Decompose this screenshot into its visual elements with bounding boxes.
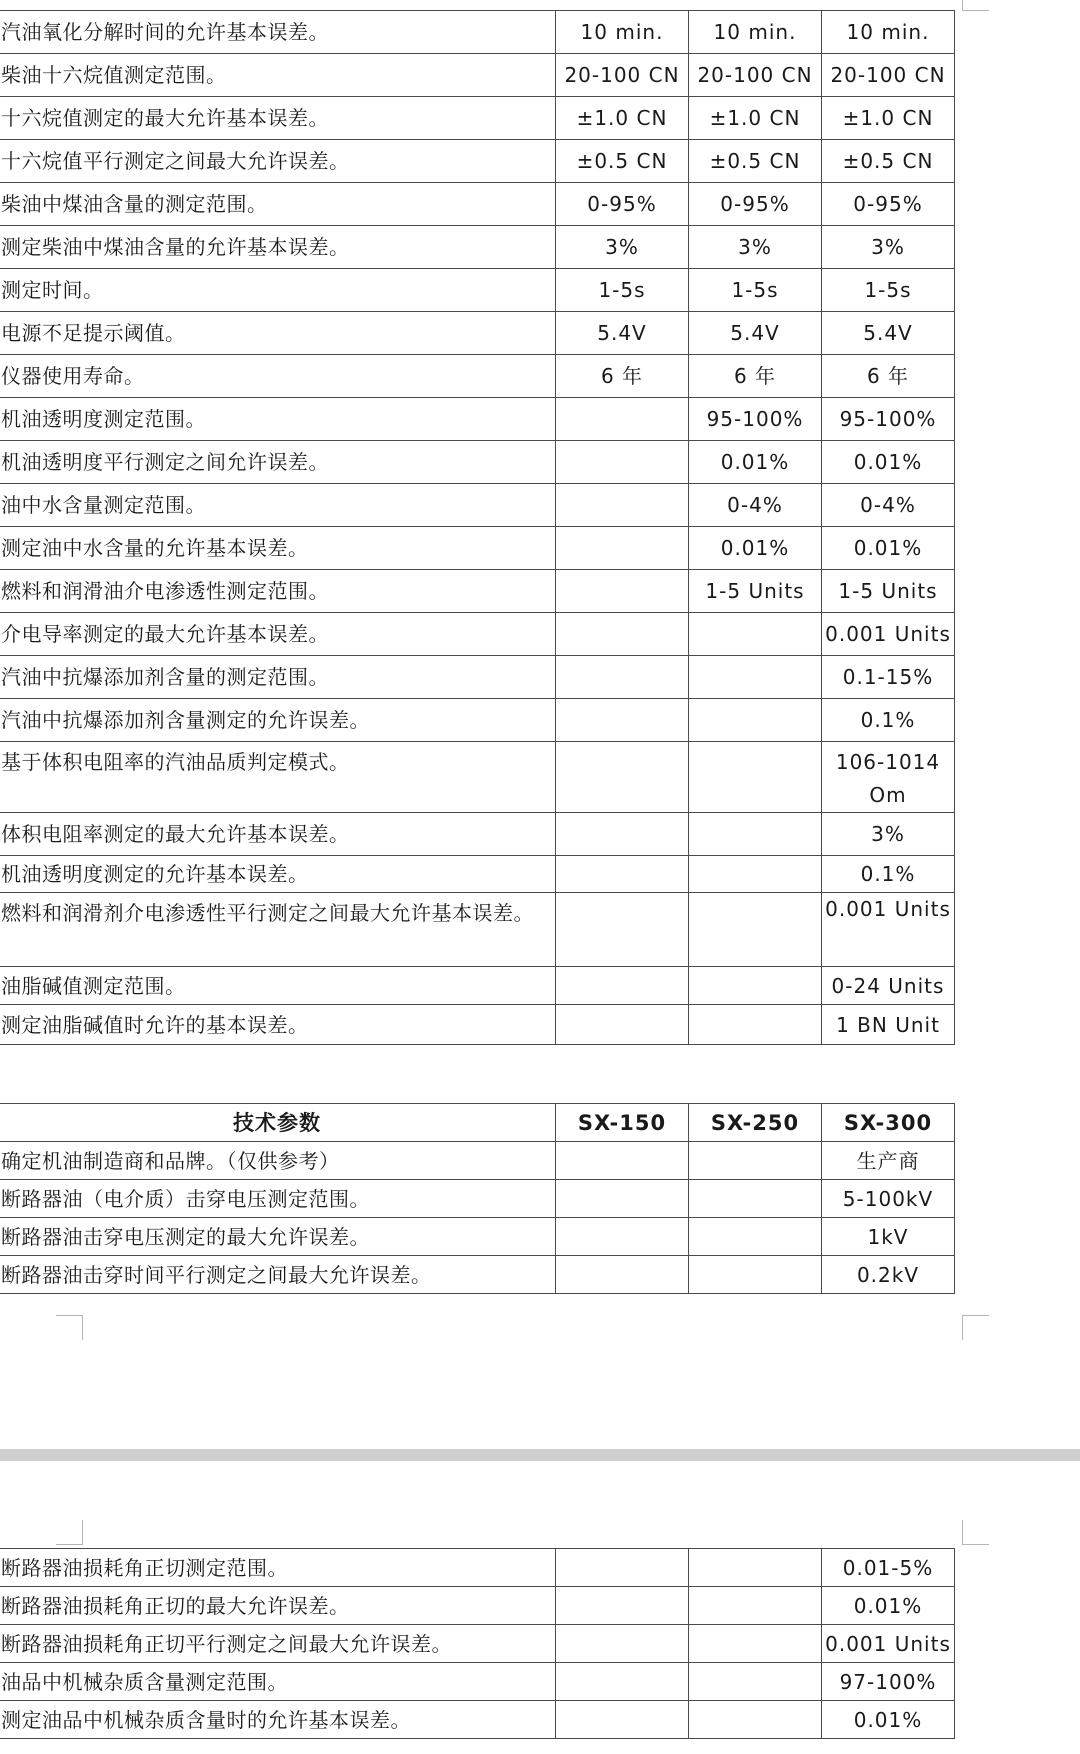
spec-table-1-grid xyxy=(0,10,955,1045)
param-cell: 仪器使用寿命。 xyxy=(0,355,556,398)
page-break-separator xyxy=(0,1449,1080,1461)
value-cell-sx250: 5.4V xyxy=(689,312,822,355)
table-row xyxy=(0,1256,955,1294)
value-cell-sx300: 0.01% xyxy=(822,1587,955,1625)
table-row xyxy=(0,183,955,226)
spec-table-2 xyxy=(0,1103,954,1294)
value-cell-sx300: 0-24 Units xyxy=(822,967,955,1005)
value-cell-sx250: 1-5s xyxy=(689,269,822,312)
spec-table-3 xyxy=(0,1548,954,1739)
table-row xyxy=(0,527,955,570)
value-cell-sx150 xyxy=(556,1625,689,1663)
param-cell: 测定时间。 xyxy=(0,269,556,312)
value-cell-sx300: 0.001 Units xyxy=(822,1625,955,1663)
value-cell-sx150 xyxy=(556,1180,689,1218)
table-row xyxy=(0,1005,955,1045)
value-cell-sx250 xyxy=(689,1701,822,1739)
param-cell: 油脂碱值测定范围。 xyxy=(0,967,556,1005)
value-cell-sx300: 106-1014 Om xyxy=(822,742,955,813)
value-cell-sx250: 3% xyxy=(689,226,822,269)
value-cell-sx300: 3% xyxy=(822,813,955,856)
table-row xyxy=(0,398,955,441)
page-corner-mark xyxy=(962,0,989,11)
param-cell: 十六烷值测定的最大允许基本误差。 xyxy=(0,97,556,140)
table-row xyxy=(0,441,955,484)
value-cell-sx300: 0.001 Units xyxy=(822,613,955,656)
value-cell-sx250 xyxy=(689,742,822,813)
param-cell: 断路器油击穿电压测定的最大允许误差。 xyxy=(0,1218,556,1256)
value-cell-sx150: ±0.5 CN xyxy=(556,140,689,183)
value-cell-sx300: 0.01% xyxy=(822,441,955,484)
value-cell-sx250 xyxy=(689,1142,822,1180)
param-cell: 测定油脂碱值时允许的基本误差。 xyxy=(0,1005,556,1045)
value-cell-sx250: 0-4% xyxy=(689,484,822,527)
param-cell: 测定柴油中煤油含量的允许基本误差。 xyxy=(0,226,556,269)
value-cell-sx250: 6 年 xyxy=(689,355,822,398)
value-cell-sx150 xyxy=(556,856,689,893)
table-row xyxy=(0,1218,955,1256)
value-cell-sx250 xyxy=(689,613,822,656)
spec-table-2-grid xyxy=(0,1103,955,1294)
value-cell-sx250 xyxy=(689,656,822,699)
spec-table-3-grid xyxy=(0,1548,955,1739)
table-row xyxy=(0,967,955,1005)
value-cell-sx250 xyxy=(689,1256,822,1294)
value-cell-sx150 xyxy=(556,813,689,856)
param-cell: 汽油氧化分解时间的允许基本误差。 xyxy=(0,11,556,54)
value-cell-sx300: 生产商 xyxy=(822,1142,955,1180)
table-row xyxy=(0,1701,955,1739)
value-cell-sx250 xyxy=(689,1625,822,1663)
value-cell-sx300: 0.01% xyxy=(822,1701,955,1739)
param-cell: 测定油中水含量的允许基本误差。 xyxy=(0,527,556,570)
spec-table-1-body xyxy=(0,11,955,1045)
table-row xyxy=(0,1142,955,1180)
value-cell-sx300: 0.01-5% xyxy=(822,1549,955,1587)
param-cell: 机油透明度测定的允许基本误差。 xyxy=(0,856,556,893)
value-cell-sx300: 0.1-15% xyxy=(822,656,955,699)
param-cell: 断路器油（电介质）击穿电压测定范围。 xyxy=(0,1180,556,1218)
value-cell-sx150 xyxy=(556,742,689,813)
page-corner-mark xyxy=(56,1315,83,1340)
value-cell-sx250 xyxy=(689,856,822,893)
param-cell: 汽油中抗爆添加剂含量的测定范围。 xyxy=(0,656,556,699)
param-cell: 机油透明度平行测定之间允许误差。 xyxy=(0,441,556,484)
value-cell-sx150 xyxy=(556,1587,689,1625)
value-cell-sx150 xyxy=(556,967,689,1005)
table-row xyxy=(0,813,955,856)
param-cell: 断路器油损耗角正切的最大允许误差。 xyxy=(0,1587,556,1625)
value-cell-sx150: 20-100 CN xyxy=(556,54,689,97)
value-cell-sx300: 0-4% xyxy=(822,484,955,527)
value-cell-sx250: 0.01% xyxy=(689,441,822,484)
param-cell: 介电导率测定的最大允许基本误差。 xyxy=(0,613,556,656)
page-corner-mark xyxy=(962,1315,989,1340)
value-cell-sx250 xyxy=(689,699,822,742)
param-cell: 断路器油击穿时间平行测定之间最大允许误差。 xyxy=(0,1256,556,1294)
header-param: 技术参数 xyxy=(0,1104,556,1142)
value-cell-sx300: ±1.0 CN xyxy=(822,97,955,140)
value-cell-sx150 xyxy=(556,893,689,967)
value-cell-sx300: 5.4V xyxy=(822,312,955,355)
header-model-sx250: SX-250 xyxy=(689,1104,822,1142)
table-row xyxy=(0,742,955,813)
value-cell-sx300: 0.1% xyxy=(822,699,955,742)
value-cell-sx300: 0.2kV xyxy=(822,1256,955,1294)
table-row xyxy=(0,269,955,312)
value-cell-sx250 xyxy=(689,1587,822,1625)
value-cell-sx300: 0.01% xyxy=(822,527,955,570)
value-cell-sx250: 20-100 CN xyxy=(689,54,822,97)
value-cell-sx300: 1kV xyxy=(822,1218,955,1256)
table-row xyxy=(0,613,955,656)
value-cell-sx150: ±1.0 CN xyxy=(556,97,689,140)
value-cell-sx150 xyxy=(556,699,689,742)
value-cell-sx250: 10 min. xyxy=(689,11,822,54)
table-row xyxy=(0,856,955,893)
value-cell-sx300: 5-100kV xyxy=(822,1180,955,1218)
table-row xyxy=(0,97,955,140)
value-cell-sx250: 0.01% xyxy=(689,527,822,570)
spec-table-1 xyxy=(0,10,954,1045)
value-cell-sx300: 1-5 Units xyxy=(822,570,955,613)
value-cell-sx250 xyxy=(689,813,822,856)
value-cell-sx250 xyxy=(689,1180,822,1218)
header-row xyxy=(0,1104,955,1142)
value-cell-sx150: 0-95% xyxy=(556,183,689,226)
table-row xyxy=(0,140,955,183)
param-cell: 柴油十六烷值测定范围。 xyxy=(0,54,556,97)
value-cell-sx250: 95-100% xyxy=(689,398,822,441)
value-cell-sx300: 0.001 Units xyxy=(822,893,955,967)
value-cell-sx250 xyxy=(689,1218,822,1256)
value-cell-sx250: 1-5 Units xyxy=(689,570,822,613)
spec-table-3-body xyxy=(0,1549,955,1739)
value-cell-sx150 xyxy=(556,1256,689,1294)
value-cell-sx250: ±0.5 CN xyxy=(689,140,822,183)
value-cell-sx150 xyxy=(556,656,689,699)
header-model-sx300: SX-300 xyxy=(822,1104,955,1142)
value-cell-sx300: 10 min. xyxy=(822,11,955,54)
table-row xyxy=(0,226,955,269)
param-cell: 柴油中煤油含量的测定范围。 xyxy=(0,183,556,226)
param-cell: 基于体积电阻率的汽油品质判定模式。 xyxy=(0,742,556,813)
spec-table-2-body xyxy=(0,1142,955,1294)
value-cell-sx150 xyxy=(556,1663,689,1701)
table-row xyxy=(0,570,955,613)
value-cell-sx250 xyxy=(689,967,822,1005)
value-cell-sx150: 3% xyxy=(556,226,689,269)
value-cell-sx150 xyxy=(556,1701,689,1739)
value-cell-sx300: 6 年 xyxy=(822,355,955,398)
page-corner-mark xyxy=(962,1520,989,1545)
value-cell-sx300: 1 BN Unit xyxy=(822,1005,955,1045)
value-cell-sx250 xyxy=(689,1005,822,1045)
table-row xyxy=(0,1625,955,1663)
param-cell: 油品中机械杂质含量测定范围。 xyxy=(0,1663,556,1701)
param-cell: 确定机油制造商和品牌。（仅供参考） xyxy=(0,1142,556,1180)
value-cell-sx300: ±0.5 CN xyxy=(822,140,955,183)
value-cell-sx150 xyxy=(556,398,689,441)
value-cell-sx150: 10 min. xyxy=(556,11,689,54)
value-cell-sx300: 20-100 CN xyxy=(822,54,955,97)
param-cell: 燃料和润滑剂介电渗透性平行测定之间最大允许基本误差。 xyxy=(0,893,556,967)
table-row xyxy=(0,484,955,527)
value-cell-sx150: 6 年 xyxy=(556,355,689,398)
value-cell-sx300: 1-5s xyxy=(822,269,955,312)
value-cell-sx250: 0-95% xyxy=(689,183,822,226)
value-cell-sx150 xyxy=(556,613,689,656)
param-cell: 燃料和润滑油介电渗透性测定范围。 xyxy=(0,570,556,613)
param-cell: 断路器油损耗角正切测定范围。 xyxy=(0,1549,556,1587)
table-row xyxy=(0,312,955,355)
value-cell-sx150 xyxy=(556,484,689,527)
value-cell-sx300: 95-100% xyxy=(822,398,955,441)
table-row xyxy=(0,656,955,699)
table-row xyxy=(0,1587,955,1625)
value-cell-sx300: 0.1% xyxy=(822,856,955,893)
value-cell-sx150 xyxy=(556,1549,689,1587)
table-row xyxy=(0,1180,955,1218)
param-cell: 机油透明度测定范围。 xyxy=(0,398,556,441)
value-cell-sx150: 5.4V xyxy=(556,312,689,355)
value-cell-sx150 xyxy=(556,1218,689,1256)
page-corner-mark xyxy=(56,1520,83,1545)
value-cell-sx150 xyxy=(556,1142,689,1180)
param-cell: 十六烷值平行测定之间最大允许误差。 xyxy=(0,140,556,183)
value-cell-sx300: 0-95% xyxy=(822,183,955,226)
value-cell-sx150 xyxy=(556,570,689,613)
table-row xyxy=(0,1663,955,1701)
table-row xyxy=(0,699,955,742)
value-cell-sx150 xyxy=(556,527,689,570)
value-cell-sx250: ±1.0 CN xyxy=(689,97,822,140)
value-cell-sx300: 3% xyxy=(822,226,955,269)
param-cell: 汽油中抗爆添加剂含量测定的允许误差。 xyxy=(0,699,556,742)
table-row xyxy=(0,1549,955,1587)
header-model-sx150: SX-150 xyxy=(556,1104,689,1142)
param-cell: 测定油品中机械杂质含量时的允许基本误差。 xyxy=(0,1701,556,1739)
param-cell: 油中水含量测定范围。 xyxy=(0,484,556,527)
value-cell-sx250 xyxy=(689,893,822,967)
table-row xyxy=(0,893,955,967)
value-cell-sx250 xyxy=(689,1663,822,1701)
table-row xyxy=(0,355,955,398)
value-cell-sx150 xyxy=(556,441,689,484)
value-cell-sx250 xyxy=(689,1549,822,1587)
table-row xyxy=(0,11,955,54)
value-cell-sx150 xyxy=(556,1005,689,1045)
table-row xyxy=(0,54,955,97)
value-cell-sx150: 1-5s xyxy=(556,269,689,312)
param-cell: 断路器油损耗角正切平行测定之间最大允许误差。 xyxy=(0,1625,556,1663)
param-cell: 电源不足提示阈值。 xyxy=(0,312,556,355)
param-cell: 体积电阻率测定的最大允许基本误差。 xyxy=(0,813,556,856)
value-cell-sx300: 97-100% xyxy=(822,1663,955,1701)
